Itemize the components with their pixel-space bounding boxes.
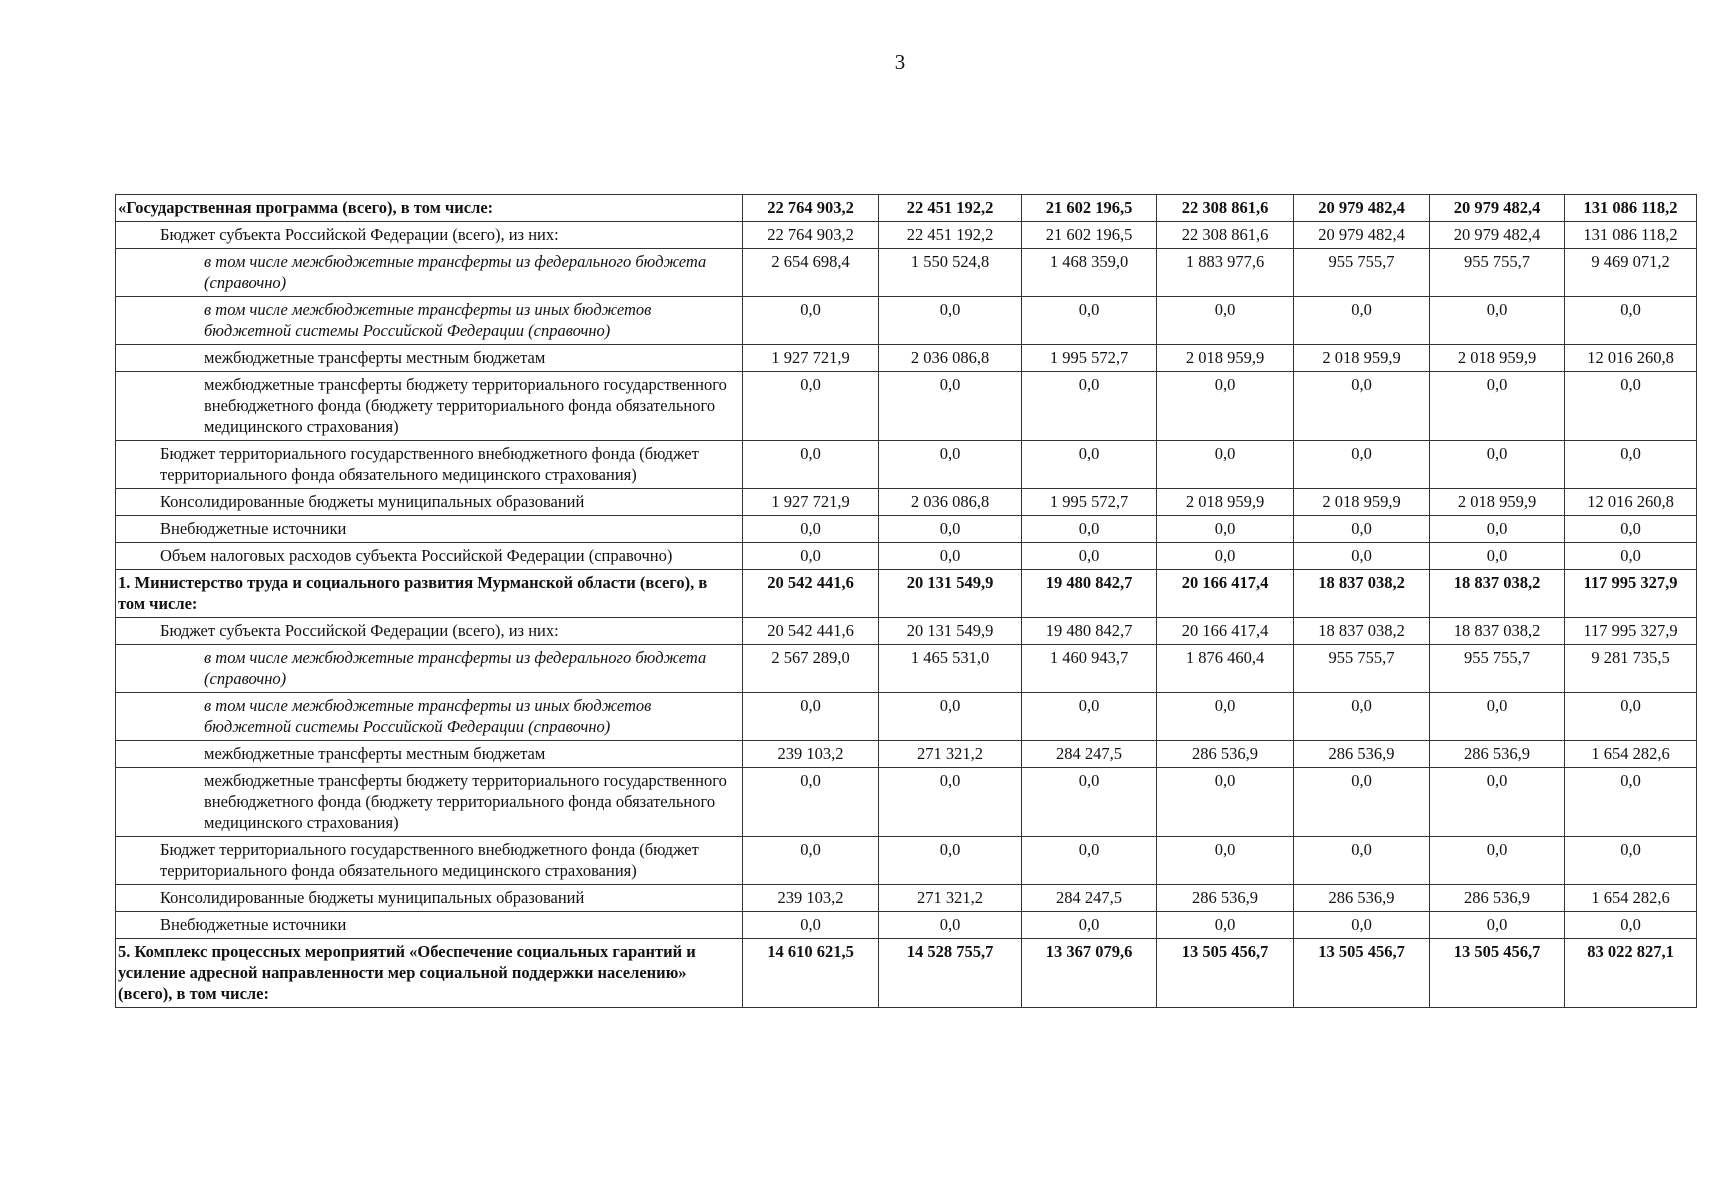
- row-value: 0,0: [1294, 441, 1430, 489]
- row-value: 0,0: [1294, 516, 1430, 543]
- table-row: [116, 222, 1697, 249]
- row-value: 955 755,7: [1294, 249, 1430, 297]
- row-value: 0,0: [879, 837, 1022, 885]
- row-value: 0,0: [879, 543, 1022, 570]
- row-value: 2 018 959,9: [1430, 489, 1565, 516]
- row-value: 0,0: [879, 372, 1022, 441]
- row-value: 0,0: [1157, 516, 1294, 543]
- row-value: 239 103,2: [743, 885, 879, 912]
- row-label: в том числе межбюджетные трансферты из федерального бюджета (справочно): [116, 645, 743, 693]
- row-value: 2 654 698,4: [743, 249, 879, 297]
- row-value: 20 131 549,9: [879, 570, 1022, 618]
- row-value: 0,0: [1430, 693, 1565, 741]
- row-value: 0,0: [879, 768, 1022, 837]
- row-value: 1 883 977,6: [1157, 249, 1294, 297]
- row-value: 0,0: [743, 768, 879, 837]
- row-label: Внебюджетные источники: [116, 516, 743, 543]
- row-value: 1 927 721,9: [743, 489, 879, 516]
- row-value: 0,0: [1294, 768, 1430, 837]
- row-value: 0,0: [1022, 297, 1157, 345]
- row-label: Бюджет субъекта Российской Федерации (всего), из них:: [116, 618, 743, 645]
- row-value: 19 480 842,7: [1022, 570, 1157, 618]
- row-value: 0,0: [743, 516, 879, 543]
- row-value: 0,0: [1157, 693, 1294, 741]
- row-value: 18 837 038,2: [1294, 570, 1430, 618]
- row-value: 1 927 721,9: [743, 345, 879, 372]
- row-value: 0,0: [1565, 543, 1697, 570]
- row-value: 9 281 735,5: [1565, 645, 1697, 693]
- row-value: 2 018 959,9: [1294, 345, 1430, 372]
- row-value: 0,0: [879, 516, 1022, 543]
- row-value: 1 876 460,4: [1157, 645, 1294, 693]
- row-value: 0,0: [1430, 912, 1565, 939]
- page-number: 3: [894, 50, 906, 74]
- row-value: 0,0: [1022, 768, 1157, 837]
- table-row: [116, 837, 1697, 885]
- table-row: [116, 345, 1697, 372]
- row-value: 0,0: [1157, 837, 1294, 885]
- row-value: 22 451 192,2: [879, 195, 1022, 222]
- row-value: 0,0: [1022, 543, 1157, 570]
- row-value: 286 536,9: [1430, 741, 1565, 768]
- table-row: [116, 489, 1697, 516]
- row-value: 22 764 903,2: [743, 222, 879, 249]
- row-value: 0,0: [1157, 441, 1294, 489]
- row-value: 0,0: [743, 693, 879, 741]
- row-value: 0,0: [879, 693, 1022, 741]
- row-value: 271 321,2: [879, 741, 1022, 768]
- row-value: 0,0: [1430, 768, 1565, 837]
- row-value: 12 016 260,8: [1565, 489, 1697, 516]
- row-value: 0,0: [743, 441, 879, 489]
- table-row: [116, 768, 1697, 837]
- row-value: 0,0: [1565, 912, 1697, 939]
- row-value: 1 468 359,0: [1022, 249, 1157, 297]
- row-value: 2 018 959,9: [1294, 489, 1430, 516]
- row-value: 1 550 524,8: [879, 249, 1022, 297]
- row-value: 131 086 118,2: [1565, 222, 1697, 249]
- row-value: 0,0: [1294, 912, 1430, 939]
- row-value: 0,0: [1294, 693, 1430, 741]
- row-label: в том числе межбюджетные трансферты из федерального бюджета (справочно): [116, 249, 743, 297]
- row-value: 20 979 482,4: [1430, 222, 1565, 249]
- row-value: 955 755,7: [1430, 645, 1565, 693]
- table-row: [116, 570, 1697, 618]
- row-value: 13 505 456,7: [1430, 939, 1565, 1008]
- row-value: 286 536,9: [1294, 885, 1430, 912]
- row-value: 955 755,7: [1294, 645, 1430, 693]
- row-value: 0,0: [743, 837, 879, 885]
- row-value: 1 995 572,7: [1022, 345, 1157, 372]
- row-value: 83 022 827,1: [1565, 939, 1697, 1008]
- row-value: 21 602 196,5: [1022, 195, 1157, 222]
- table-row: [116, 372, 1697, 441]
- row-label: Бюджет субъекта Российской Федерации (всего), из них:: [116, 222, 743, 249]
- row-value: 2 036 086,8: [879, 345, 1022, 372]
- row-value: 0,0: [1430, 543, 1565, 570]
- row-label: 5. Комплекс процессных мероприятий «Обеспечение социальных гарантий и усиление адресной направленности мер социальной поддержки населению» (всего), в том числе:: [116, 939, 743, 1008]
- row-label: в том числе межбюджетные трансферты из иных бюджетов бюджетной системы Российской Федерации (справочно): [116, 693, 743, 741]
- row-value: 0,0: [1294, 543, 1430, 570]
- table-row: [116, 297, 1697, 345]
- row-value: 271 321,2: [879, 885, 1022, 912]
- row-value: 286 536,9: [1430, 885, 1565, 912]
- row-value: 286 536,9: [1157, 741, 1294, 768]
- table-row: [116, 939, 1697, 1008]
- row-label: межбюджетные трансферты бюджету территориального государственного внебюджетного фонда (бюджету территориального фонда обязательного медицинского страхования): [116, 372, 743, 441]
- row-value: 0,0: [1565, 441, 1697, 489]
- table-row: [116, 885, 1697, 912]
- row-value: 20 542 441,6: [743, 618, 879, 645]
- row-value: 286 536,9: [1157, 885, 1294, 912]
- row-value: 1 995 572,7: [1022, 489, 1157, 516]
- row-value: 13 505 456,7: [1294, 939, 1430, 1008]
- row-value: 20 979 482,4: [1430, 195, 1565, 222]
- row-value: 0,0: [1294, 297, 1430, 345]
- row-value: 0,0: [1430, 441, 1565, 489]
- row-value: 20 979 482,4: [1294, 195, 1430, 222]
- row-value: 0,0: [1157, 372, 1294, 441]
- row-value: 0,0: [1430, 837, 1565, 885]
- table-row: [116, 516, 1697, 543]
- row-value: 0,0: [1022, 372, 1157, 441]
- table-row: [116, 912, 1697, 939]
- table-row: [116, 249, 1697, 297]
- row-value: 0,0: [1565, 297, 1697, 345]
- table-body: [116, 195, 1697, 1008]
- budget-table: [115, 194, 1697, 1008]
- row-value: 0,0: [1157, 912, 1294, 939]
- row-value: 20 166 417,4: [1157, 570, 1294, 618]
- row-value: 0,0: [1565, 516, 1697, 543]
- row-value: 0,0: [1022, 693, 1157, 741]
- table-row: [116, 441, 1697, 489]
- row-value: 286 536,9: [1294, 741, 1430, 768]
- row-label: Внебюджетные источники: [116, 912, 743, 939]
- row-value: 2 018 959,9: [1157, 345, 1294, 372]
- row-value: 0,0: [1022, 837, 1157, 885]
- row-value: 20 166 417,4: [1157, 618, 1294, 645]
- row-value: 2 018 959,9: [1157, 489, 1294, 516]
- row-label: «Государственная программа (всего), в том числе:: [116, 195, 743, 222]
- row-label: Консолидированные бюджеты муниципальных образований: [116, 885, 743, 912]
- table-row: [116, 645, 1697, 693]
- row-label: 1. Министерство труда и социального развития Мурманской области (всего), в том числе:: [116, 570, 743, 618]
- row-label: Бюджет территориального государственного внебюджетного фонда (бюджет территориального фонда обязательного медицинского страхования): [116, 441, 743, 489]
- row-value: 22 764 903,2: [743, 195, 879, 222]
- row-value: 1 465 531,0: [879, 645, 1022, 693]
- row-value: 0,0: [1294, 372, 1430, 441]
- row-value: 0,0: [879, 912, 1022, 939]
- table-row: [116, 195, 1697, 222]
- row-value: 0,0: [879, 441, 1022, 489]
- row-value: 117 995 327,9: [1565, 618, 1697, 645]
- row-value: 19 480 842,7: [1022, 618, 1157, 645]
- row-value: 2 018 959,9: [1430, 345, 1565, 372]
- row-value: 239 103,2: [743, 741, 879, 768]
- row-value: 955 755,7: [1430, 249, 1565, 297]
- row-value: 14 528 755,7: [879, 939, 1022, 1008]
- row-value: 1 654 282,6: [1565, 885, 1697, 912]
- row-value: 9 469 071,2: [1565, 249, 1697, 297]
- row-value: 0,0: [1022, 912, 1157, 939]
- row-label: межбюджетные трансферты местным бюджетам: [116, 345, 743, 372]
- row-value: 0,0: [879, 297, 1022, 345]
- row-value: 1 654 282,6: [1565, 741, 1697, 768]
- row-value: 20 979 482,4: [1294, 222, 1430, 249]
- row-value: 0,0: [1565, 693, 1697, 741]
- row-value: 12 016 260,8: [1565, 345, 1697, 372]
- row-value: 0,0: [1294, 837, 1430, 885]
- row-value: 1 460 943,7: [1022, 645, 1157, 693]
- row-value: 0,0: [743, 543, 879, 570]
- row-label: в том числе межбюджетные трансферты из иных бюджетов бюджетной системы Российской Федерации (справочно): [116, 297, 743, 345]
- row-value: 117 995 327,9: [1565, 570, 1697, 618]
- row-value: 0,0: [743, 372, 879, 441]
- row-label: Консолидированные бюджеты муниципальных образований: [116, 489, 743, 516]
- row-value: 131 086 118,2: [1565, 195, 1697, 222]
- table-row: [116, 693, 1697, 741]
- row-value: 13 505 456,7: [1157, 939, 1294, 1008]
- row-label: Бюджет территориального государственного внебюджетного фонда (бюджет территориального фонда обязательного медицинского страхования): [116, 837, 743, 885]
- row-label: межбюджетные трансферты местным бюджетам: [116, 741, 743, 768]
- row-value: 2 567 289,0: [743, 645, 879, 693]
- row-value: 22 308 861,6: [1157, 195, 1294, 222]
- table-row: [116, 618, 1697, 645]
- row-label: Объем налоговых расходов субъекта Российской Федерации (справочно): [116, 543, 743, 570]
- row-value: 18 837 038,2: [1294, 618, 1430, 645]
- row-label: межбюджетные трансферты бюджету территориального государственного внебюджетного фонда (бюджету территориального фонда обязательного медицинского страхования): [116, 768, 743, 837]
- row-value: 0,0: [1157, 297, 1294, 345]
- row-value: 284 247,5: [1022, 885, 1157, 912]
- row-value: 0,0: [1565, 372, 1697, 441]
- row-value: 18 837 038,2: [1430, 618, 1565, 645]
- row-value: 0,0: [1565, 837, 1697, 885]
- row-value: 0,0: [1157, 543, 1294, 570]
- row-value: 22 308 861,6: [1157, 222, 1294, 249]
- row-value: 0,0: [1430, 297, 1565, 345]
- row-value: 0,0: [743, 297, 879, 345]
- row-value: 284 247,5: [1022, 741, 1157, 768]
- row-value: 20 131 549,9: [879, 618, 1022, 645]
- row-value: 0,0: [1565, 768, 1697, 837]
- row-value: 0,0: [1022, 516, 1157, 543]
- row-value: 0,0: [1022, 441, 1157, 489]
- row-value: 0,0: [1157, 768, 1294, 837]
- row-value: 2 036 086,8: [879, 489, 1022, 516]
- row-value: 0,0: [1430, 372, 1565, 441]
- row-value: 13 367 079,6: [1022, 939, 1157, 1008]
- row-value: 20 542 441,6: [743, 570, 879, 618]
- row-value: 14 610 621,5: [743, 939, 879, 1008]
- table-row: [116, 741, 1697, 768]
- row-value: 22 451 192,2: [879, 222, 1022, 249]
- row-value: 21 602 196,5: [1022, 222, 1157, 249]
- table-row: [116, 543, 1697, 570]
- row-value: 0,0: [1430, 516, 1565, 543]
- row-value: 0,0: [743, 912, 879, 939]
- row-value: 18 837 038,2: [1430, 570, 1565, 618]
